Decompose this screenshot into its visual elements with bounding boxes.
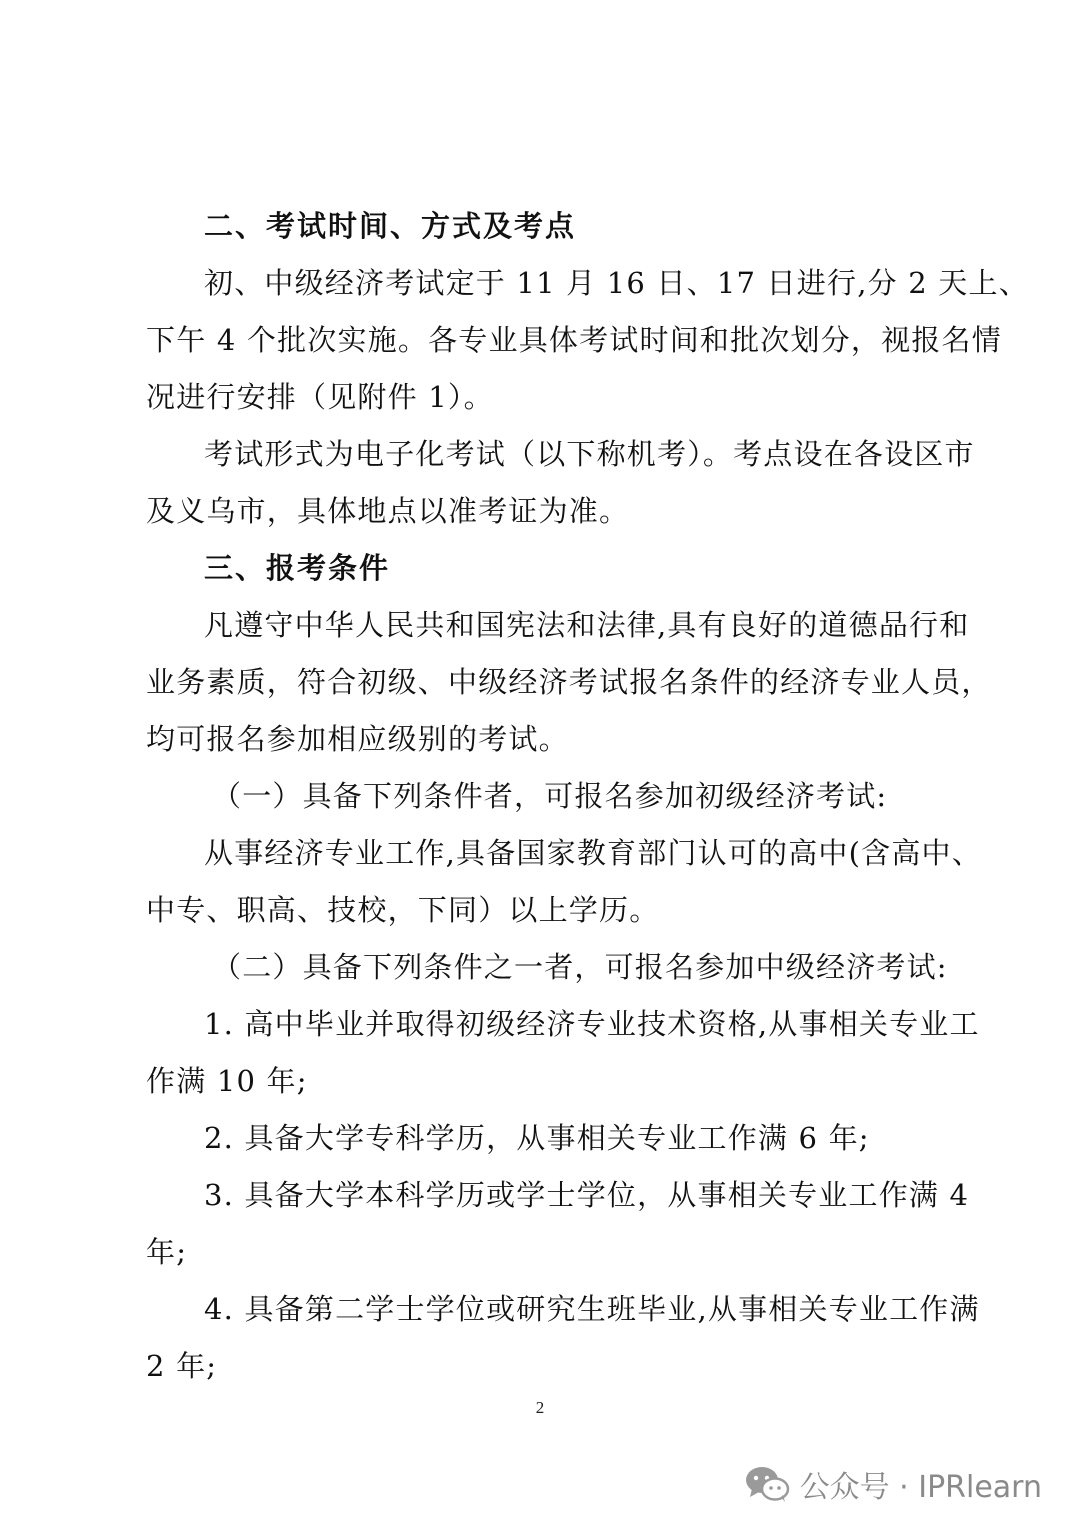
paragraph-line: 从事经济专业工作,具备国家教育部门认可的高中(含高中、 — [204, 836, 982, 870]
paragraph-line: 凡遵守中华人民共和国宪法和法律,具有良好的道德品行和 — [204, 608, 970, 642]
paragraph-line: 况进行安排（见附件 1）。 — [146, 380, 494, 414]
section-heading-exam-time: 二、考试时间、方式及考点 — [204, 209, 577, 243]
list-item-continuation: 作满 10 年; — [146, 1064, 308, 1098]
section-heading-conditions: 三、报考条件 — [204, 551, 391, 585]
page-number: 2 — [535, 1398, 545, 1417]
wechat-icon — [744, 1464, 790, 1504]
list-item-continuation: 年; — [146, 1235, 188, 1269]
list-item: 3. 具备大学本科学历或学士学位，从事相关专业工作满 4 — [204, 1178, 970, 1212]
watermark — [744, 1462, 1042, 1506]
list-item-continuation: 2 年; — [146, 1349, 218, 1383]
paragraph-line: 均可报名参加相应级别的考试。 — [146, 722, 569, 756]
paragraph-line: 初、中级经济考试定于 11 月 16 日、17 日进行,分 2 天上、 — [204, 266, 1029, 300]
paragraph-line: 中专、职高、技校，下同）以上学历。 — [146, 893, 660, 927]
watermark-text: 公众号 · IPRlearn — [799, 1470, 1042, 1505]
list-item: 4. 具备第二学士学位或研究生班毕业,从事相关专业工作满 — [204, 1292, 980, 1326]
list-item: 1. 高中毕业并取得初级经济专业技术资格,从事相关专业工 — [204, 1007, 980, 1041]
paragraph-line: 考试形式为电子化考试（以下称机考）。考点设在各设区市 — [204, 437, 975, 471]
subsection-heading-intermediate: （二）具备下列条件之一者，可报名参加中级经济考试: — [212, 950, 948, 984]
subsection-heading-junior: （一）具备下列条件者，可报名参加初级经济考试: — [212, 779, 888, 813]
paragraph-line: 及义乌市，具体地点以准考证为准。 — [146, 494, 630, 528]
list-item: 2. 具备大学专科学历，从事相关专业工作满 6 年; — [204, 1121, 870, 1155]
paragraph-line: 下午 4 个批次实施。各专业具体考试时间和批次划分，视报名情 — [146, 323, 1002, 357]
paragraph-line: 业务素质，符合初级、中级经济考试报名条件的经济专业人员， — [146, 665, 992, 699]
